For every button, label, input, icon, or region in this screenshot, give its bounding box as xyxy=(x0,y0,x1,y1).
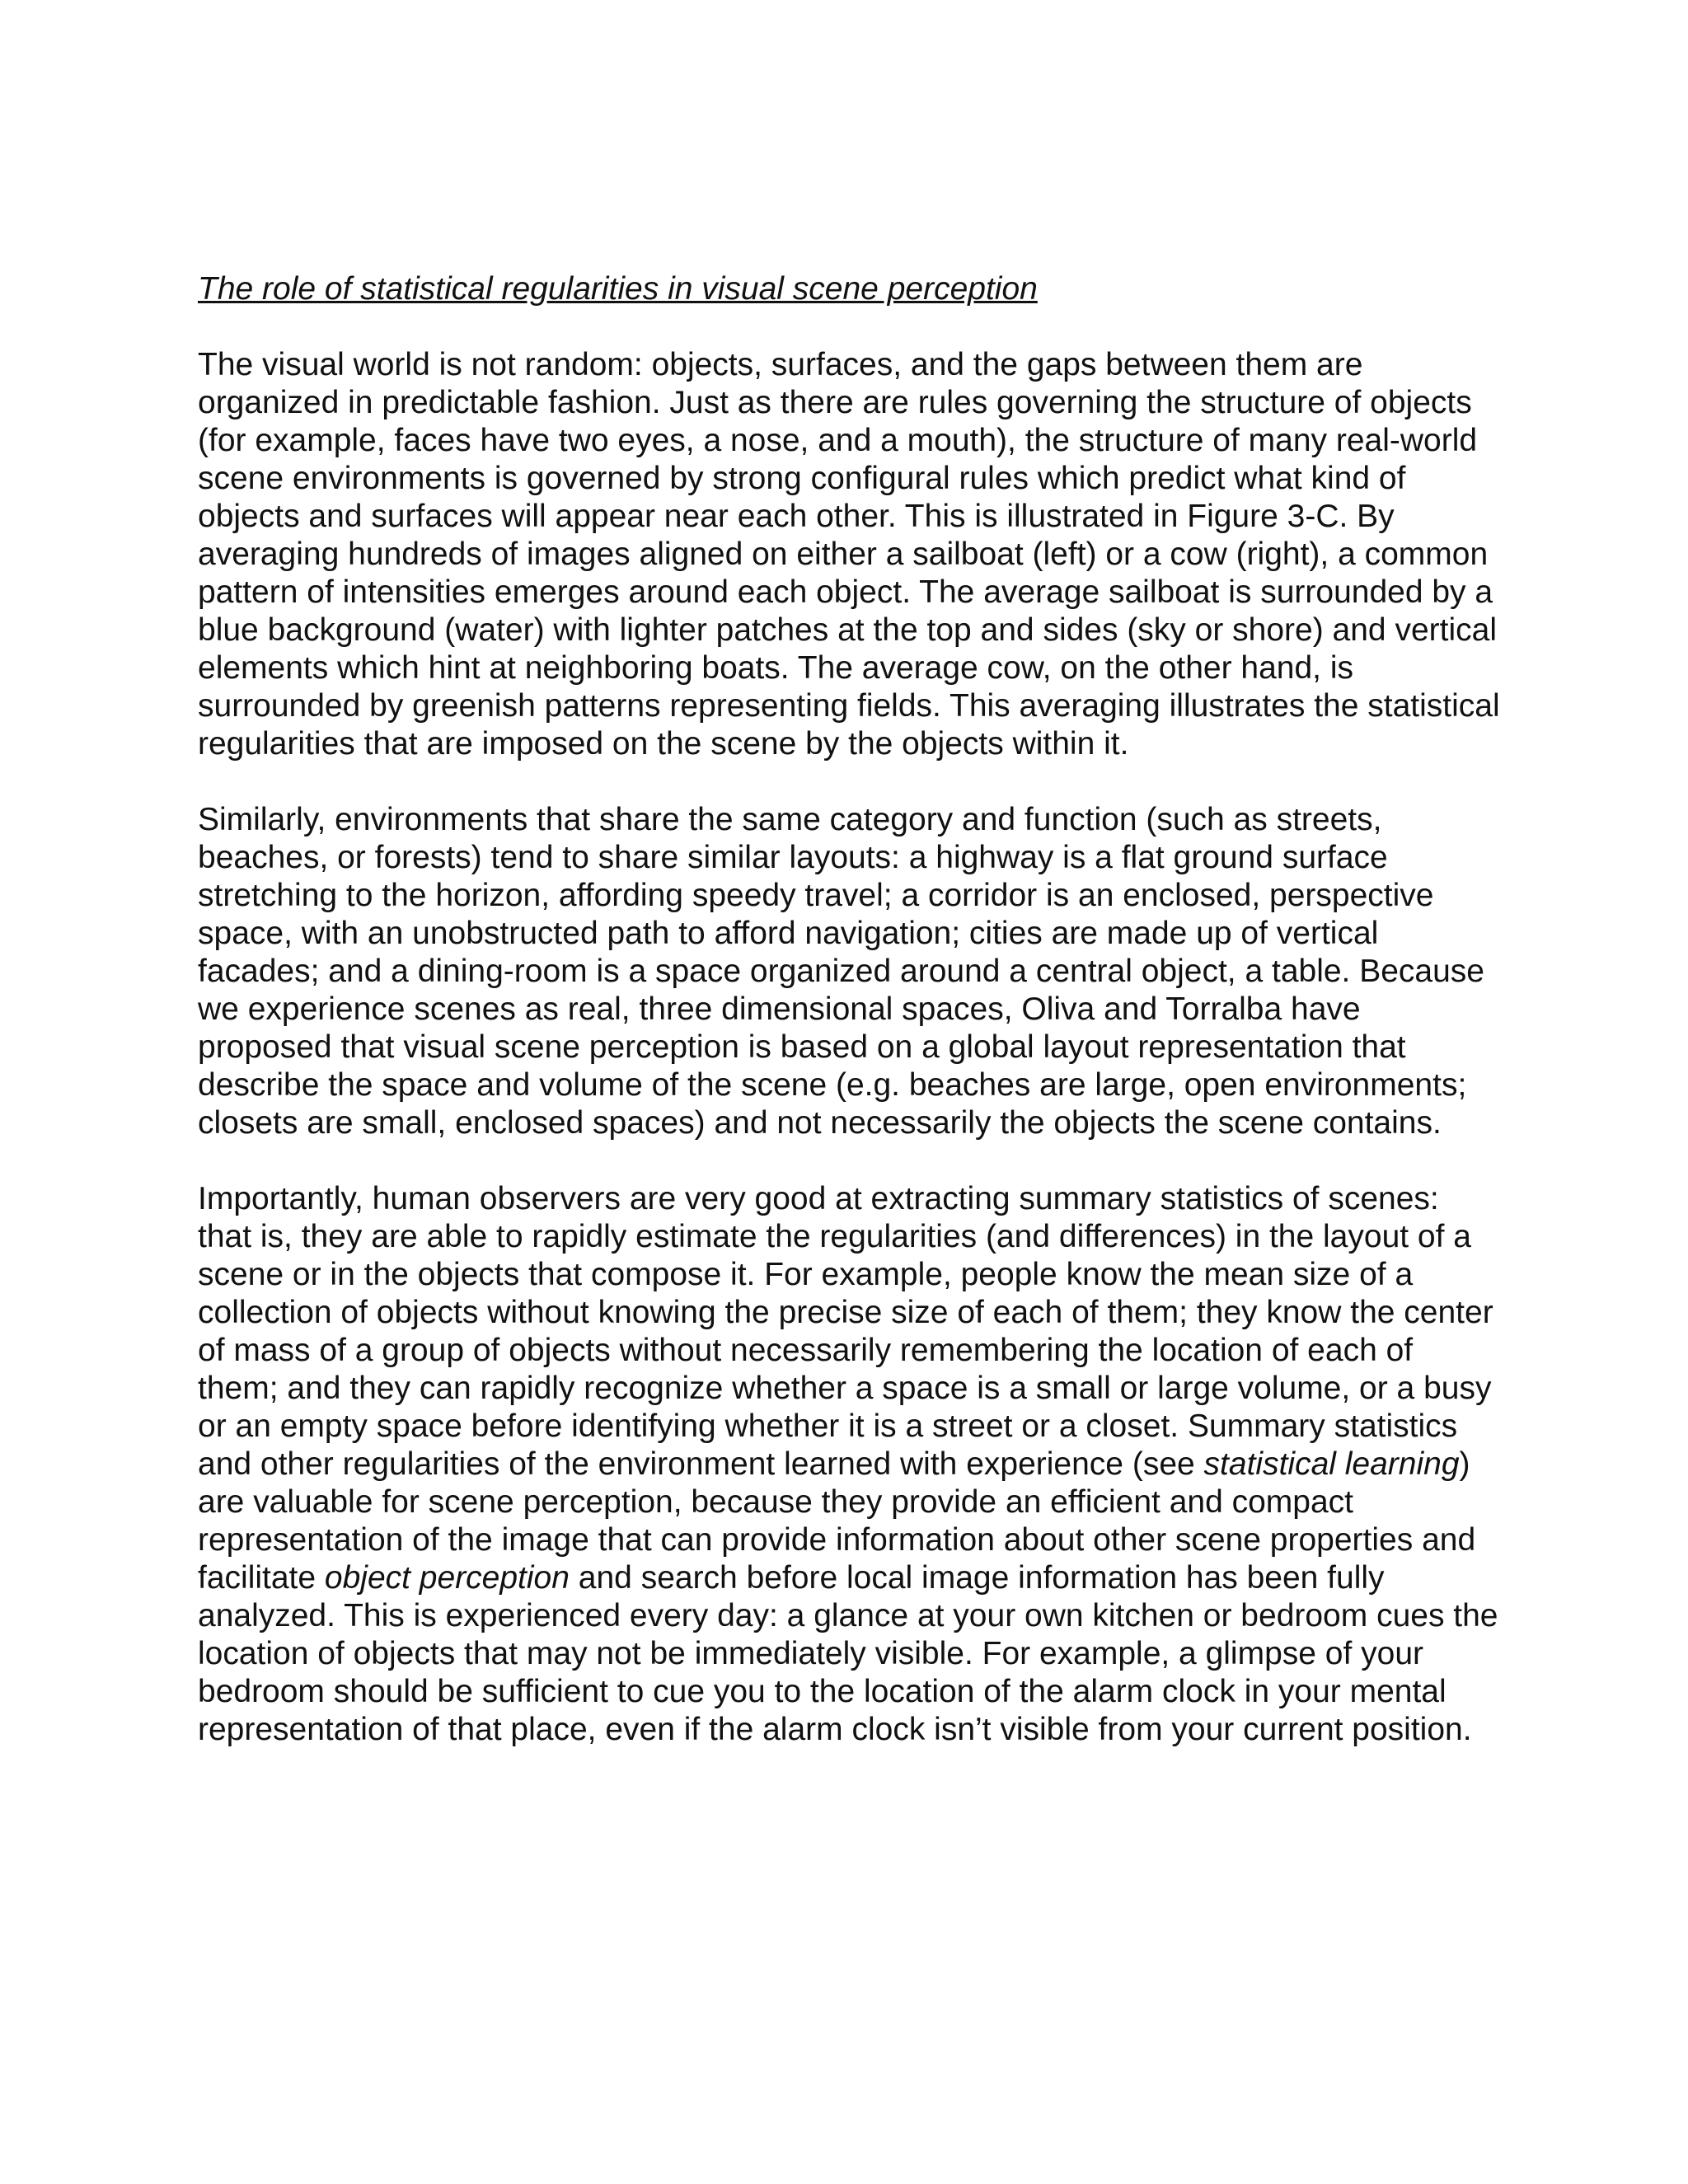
paragraph-scene-layouts: Similarly, environments that share the same category and function (such as streets, beaches, or forests) tend to share similar layouts: a highway is a flat ground surface stretching to the horizon, affording speedy travel; a corridor is an enclosed, perspective space, with an unobstructed path to afford navigation; cities are made up of vertical facades; and a dining-room is a space organized around a central object, a table. Because we experience scenes as real, three dimensional spaces, Oliva and Torralba have proposed that visual scene perception is based on a global layout representation that describe the space and volume of the scene (e.g. beaches are large, open environments; closets are small, enclosed spaces) and not necessarily the objects the scene contains. xyxy=(198,802,1484,1141)
paragraph-statistical-regularities: The visual world is not random: objects, surfaces, and the gaps between them are organized in predictable fashion. Just as there are rules governing the structure of objects (for example, faces have two eyes, a nose, and a mouth), the structure of many real-world scene environments is governed by strong configural rules which predict what kind of objects and surfaces will appear near each other. This is illustrated in Figure 3-C. By averaging hundreds of images aligned on either a sailboat (left) or a cow (right), a common pattern of intensities emerges around each object. The average sailboat is surrounded by a blue background (water) with lighter patches at the top and sides (sky or shore) and vertical elements which hint at neighboring boats. The average cow, on the other hand, is surrounded by greenish patterns representing fields. This averaging illustrates the statistical regularities that are imposed on the scene by the objects within it. xyxy=(198,347,1500,762)
paragraph-3-text-part-3: and search before local image information has been fully analyzed. This is experienced every day: a glance at your own kitchen or bedroom cues the location of objects that may not be immediately visible. For example, a glimpse of your bedroom should be sufficient to cue you to the location of the alarm clock in your mental representation of that place, even if the alarm clock isn’t visible from your current position. xyxy=(198,1560,1498,1747)
paragraph-summary-statistics xyxy=(198,1180,1500,1749)
document-body xyxy=(198,270,1500,1787)
section-title: The role of statistical regularities in visual scene perception xyxy=(198,271,1038,307)
paragraph-3-text-part-2: ) are valuable for scene perception, because they provide an efficient and compact representation of the image that can provide information about other scene properties and facilitate xyxy=(198,1446,1476,1596)
paragraph-3-text-part-1: Importantly, human observers are very good at extracting summary statistics of scenes: that is, they are able to rapidly estimate the regularities (and differences) in the layout of a scene or in the objects that compose it. For example, people know the mean size of a collection of objects without knowing the precise size of each of them; they know the center of mass of a group of objects without necessarily remembering the location of each of them; and they can rapidly recognize whether a space is a small or large volume, or a busy or an empty space before identifying whether it is a street or a closet. Summary statistics and other regularities of the environment learned with experience (see xyxy=(198,1181,1493,1482)
object-perception-term: object perception xyxy=(324,1560,570,1596)
statistical-learning-term: statistical learning xyxy=(1203,1446,1460,1482)
